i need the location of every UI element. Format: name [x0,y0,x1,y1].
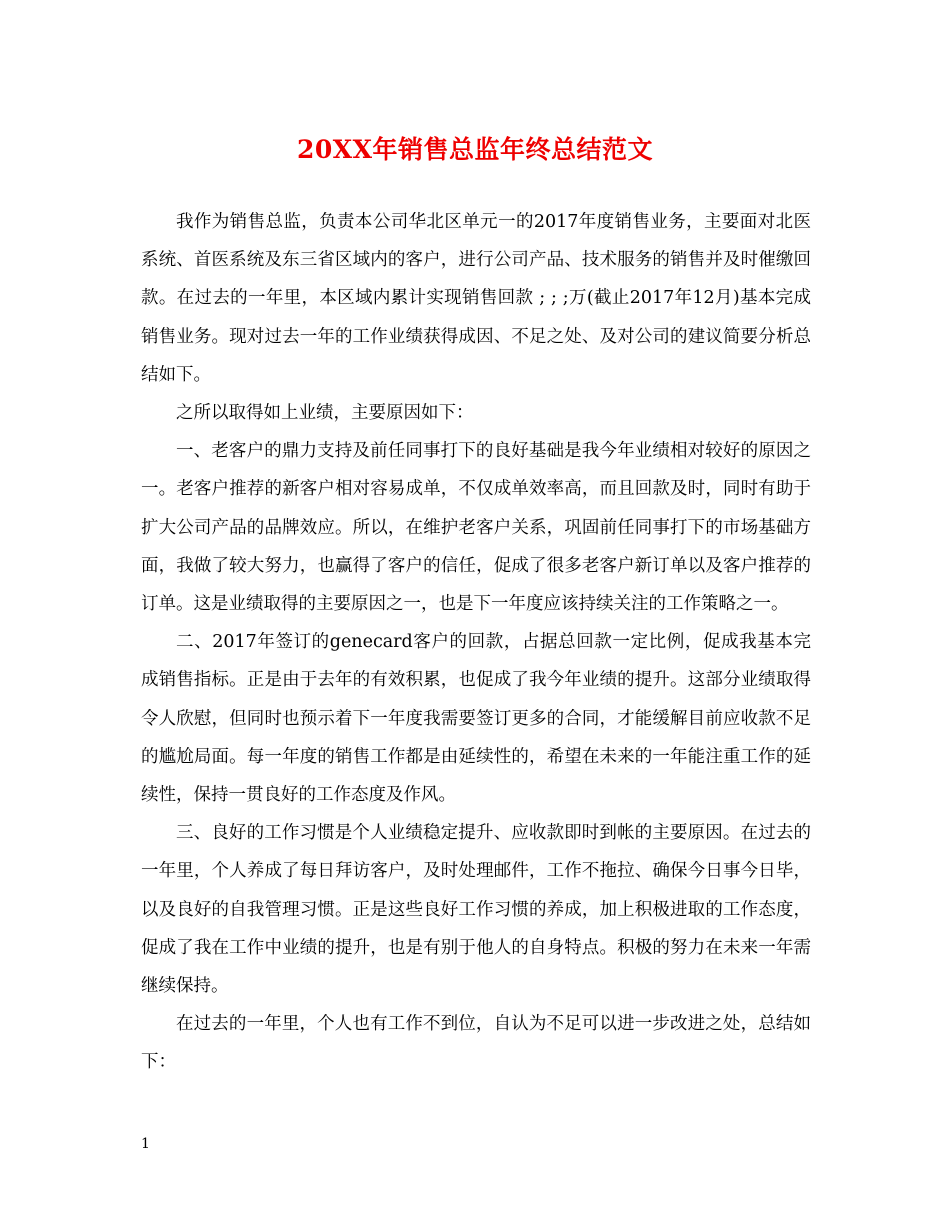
paragraph-reason-two: 二、2017年签订的genecard客户的回款，占据总回款一定比例，促成我基本完成销售指标。正是由于去年的有效积累，也促成了我今年业绩的提升。这部分业绩取得令人欣慰，但同时也预示着下一年度我需要签订更多的合同，才能缓解目前应收款不足的尴尬局面。每一年度的销售工作都是由延续性的，希望在未来的一年能注重工作的延续性，保持一贯良好的工作态度及作风。 [141,632,811,806]
document-title: 20XX年销售总监年终总结范文 [296,135,654,164]
paragraph-shortcomings-lead: 在过去的一年里，个人也有工作不到位，自认为不足可以进一步改进之处，总结如下： [141,1014,811,1073]
document-body [141,203,811,1082]
page-number: 1 [141,1136,150,1152]
paragraph-reason-three: 三、良好的工作习惯是个人业绩稳定提升、应收款即时到帐的主要原因。在过去的一年里，个人养成了每日拜访客户，及时处理邮件，工作不拖拉、确保今日事今日毕，以及良好的自我管理习惯。正是这些良好工作习惯的养成，加上积极进取的工作态度，促成了我在工作中业绩的提升，也是有别于他人的自身特点。积极的努力在未来一年需继续保持。 [141,823,811,997]
paragraph-reason-one: 一、老客户的鼎力支持及前任同事打下的良好基础是我今年业绩相对较好的原因之一。老客户推荐的新客户相对容易成单，不仅成单效率高，而且回款及时，同时有助于扩大公司产品的品牌效应。所以，在维护老客户关系，巩固前任同事打下的市场基础方面，我做了较大努力，也赢得了客户的信任，促成了很多老客户新订单以及客户推荐的订单。这是业绩取得的主要原因之一，也是下一年度应该持续关注的工作策略之一。 [141,441,811,615]
paragraph-intro: 我作为销售总监，负责本公司华北区单元一的2017年度销售业务，主要面对北医系统、首医系统及东三省区域内的客户，进行公司产品、技术服务的销售并及时催缴回款。在过去的一年里，本区域内累计实现销售回款 ; ; ;万(截止2017年12月)基本完成销售业务。现对过去一年的工作业绩获得成因、不足之处、及对公司的建议简要分析总结如下。 [141,212,811,385]
paragraph-reasons-lead: 之所以取得如上业绩，主要原因如下： [176,403,474,424]
